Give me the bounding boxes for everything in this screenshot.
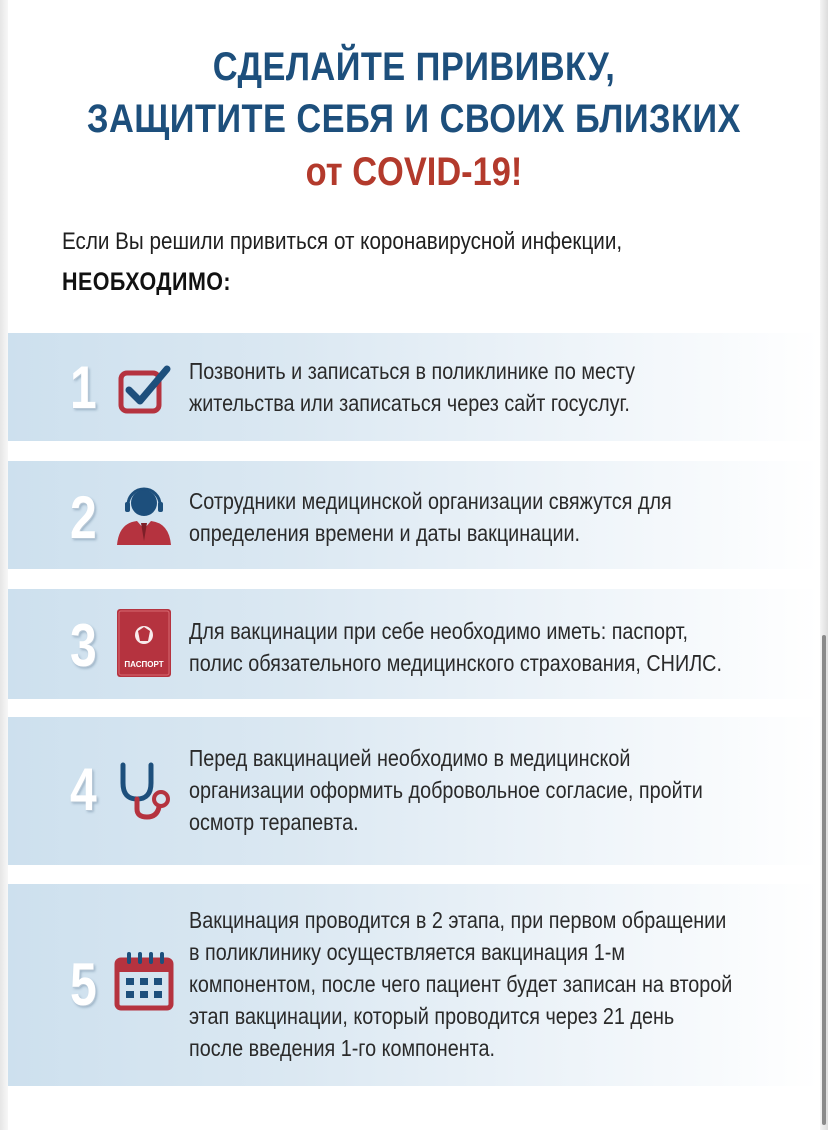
intro-text: Если Вы решили привиться от коронавирусной инфекции,: [62, 228, 623, 255]
intro-strong-text: НЕОБХОДИМО:: [62, 268, 232, 296]
step-number: 5: [70, 951, 97, 1018]
step-number: 2: [70, 484, 97, 551]
step-5: [8, 884, 820, 1086]
page-edge-left: [0, 0, 8, 1130]
step-text: Позвонить и записаться в поликлинике по месту жительства или записаться через сайт госуслуг.: [189, 358, 636, 416]
headline-line-2: ЗАЩИТИТЕ СЕБЯ И СВОИХ БЛИЗКИХ: [87, 97, 741, 141]
step-number: 4: [70, 756, 97, 823]
step-text: Перед вакцинацией необходимо в медицинской организации оформить добровольное согласие, пройти осмотр терапевта.: [189, 745, 703, 835]
step-1: [8, 333, 820, 441]
stethoscope-icon: [113, 759, 175, 821]
step-number: 3: [70, 612, 97, 679]
passport-icon: [113, 607, 175, 679]
checkbox-icon: [113, 357, 175, 419]
step-text: Сотрудники медицинской организации свяжутся для определения времени и даты вакцинации.: [189, 488, 672, 546]
step-2: [8, 461, 820, 569]
operator-icon: [113, 483, 175, 545]
calendar-icon: [113, 950, 175, 1012]
step-text: Для вакцинации при себе необходимо иметь: паспорт, полис обязательного медицинского страхования, СНИЛС.: [189, 618, 722, 676]
step-4: [8, 717, 820, 865]
step-3: [8, 589, 820, 699]
headline-line-3: от COVID-19!: [305, 150, 523, 194]
passport-label: ПАСПОРТ: [124, 660, 164, 669]
headline-line-1: СДЕЛАЙТЕ ПРИВИВКУ,: [212, 45, 616, 89]
step-text: Вакцинация проводится в 2 этапа, при первом обращении в поликлинику осуществляется вакцинация 1-м компонентом, после чего пациент будет записан на второй этап вакцинации, который проводится через 21 день после введения 1-го компонента.: [189, 907, 733, 1061]
step-number: 1: [70, 354, 97, 421]
